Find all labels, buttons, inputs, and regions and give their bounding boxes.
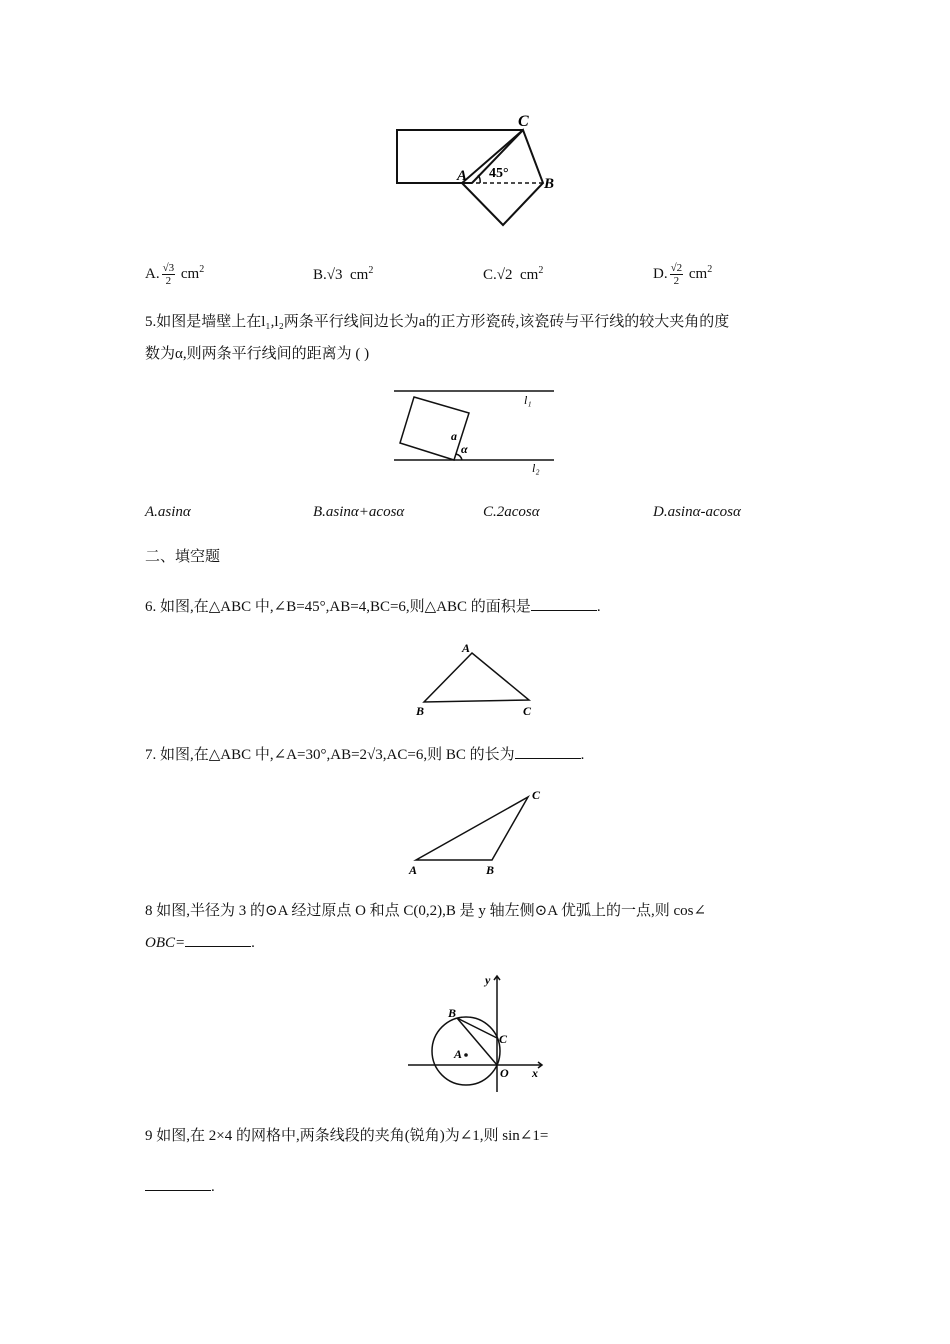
- q4-angle-label: 45°: [489, 166, 509, 181]
- q4-option-d-fraction: $\frac{√2}{2}$: [670, 262, 683, 288]
- q7-text: 7. 如图,在△ABC 中,∠A=30°,AB=2√3,AC=6,则 BC 的长为 .: [145, 744, 584, 765]
- q8-label-b: B: [448, 1006, 457, 1020]
- q5-option-c: C.2acosα: [483, 504, 540, 520]
- q6-label-a: A: [462, 641, 471, 655]
- q8-text-line1: 8 如图,半径为 3 的⊙A 经过原点 O 和点 C(0,2),B 是 y 轴左侧⊙A 优弧上的一点,则 cos∠: [145, 903, 707, 919]
- q4-label-c: C: [518, 113, 529, 130]
- q5-label-l1: l₁: [524, 393, 532, 407]
- q8-label-x: x: [532, 1066, 538, 1080]
- section-heading-fill-in: 二、填空题: [145, 549, 221, 565]
- q4-option-b: B.√3 $cm^2$: [313, 265, 374, 283]
- q5-text-line1: 5.如图是墙壁上在l₁,l₂两条平行线间边长为a的正方形瓷砖,该瓷砖与平行线的较大夹角的度: [145, 314, 730, 330]
- q6-answer-blank: [531, 596, 597, 611]
- q7-answer-blank: [515, 744, 581, 759]
- q8-figure: [402, 968, 552, 1096]
- q5-option-b: B.asinα+acosα: [313, 504, 405, 520]
- q5-label-a: a: [451, 429, 457, 443]
- q4-figure: [390, 108, 565, 233]
- q8-label-o: O: [500, 1066, 509, 1080]
- q4-label-b: B: [544, 176, 555, 192]
- q5-text-line2: 数为α,则两条平行线间的距离为 ( ): [145, 346, 370, 362]
- q7-figure: [402, 782, 552, 880]
- q9-text-line2: .: [145, 1176, 215, 1197]
- q4-option-a: A. $\frac{√3}{2}$ $cm^2$: [145, 262, 205, 288]
- q6-text: 6. 如图,在△ABC 中,∠B=45°,AB=4,BC=6,则△ABC 的面积是 .: [145, 596, 601, 617]
- q4-option-a-fraction: $\frac{√3}{2}$: [162, 262, 175, 288]
- q8-label-c: C: [499, 1032, 508, 1046]
- q5-label-alpha: α: [461, 442, 468, 456]
- q7-label-c: C: [532, 788, 541, 802]
- q5-figure: [392, 383, 557, 478]
- q4-option-d: D. $\frac{√2}{2}$ $cm^2$: [653, 262, 713, 288]
- q5-option-a: A.asinα: [145, 504, 191, 520]
- q8-label-y: y: [485, 973, 491, 987]
- q5-option-d: D.asinα-acosα: [653, 504, 741, 520]
- q6-label-c: C: [523, 704, 532, 718]
- q7-label-b: B: [486, 863, 495, 877]
- q7-label-a: A: [409, 863, 418, 877]
- q8-answer-blank: [185, 932, 251, 947]
- q6-label-b: B: [416, 704, 425, 718]
- q8-label-a: A: [454, 1047, 463, 1061]
- q6-figure: [410, 638, 540, 718]
- q4-label-a: A: [457, 168, 468, 184]
- q4-option-c: C.√2 $cm^2$: [483, 265, 544, 283]
- q9-answer-blank: [145, 1176, 211, 1191]
- q5-label-l2: l₂: [532, 461, 540, 475]
- q9-text-line1: 9 如图,在 2×4 的网格中,两条线段的夹角(锐角)为∠1,则 sin∠1=: [145, 1128, 549, 1144]
- q8-text-line2: OBC= .: [145, 932, 255, 953]
